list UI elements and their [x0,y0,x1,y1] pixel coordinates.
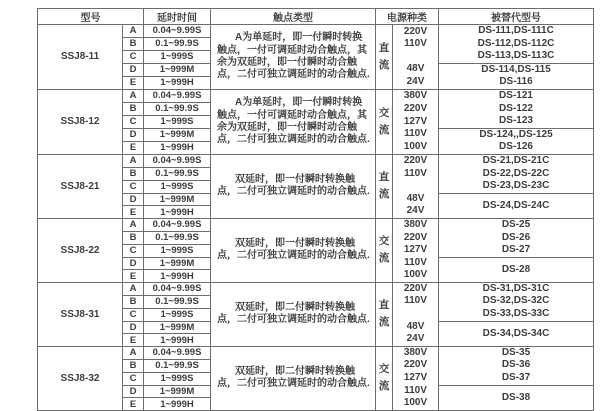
voltage-cell [393,25,439,90]
delay-time-cell: 1~999M [144,321,211,334]
replaced-model: DS-25 [501,218,531,230]
power-kind-char: 交 [378,363,390,376]
variant-letter-cell: D [123,128,144,141]
variant-letter-cell: C [123,180,144,193]
power-kind-char: 流 [378,252,390,265]
power-kind-char: 流 [378,380,390,393]
model-cell: SSJ8-32 [38,346,123,410]
replaced-model: DS-28 [501,263,531,275]
replaced-model: DS-24,DS-24C [482,199,550,211]
voltage-value: 24V [406,333,425,345]
voltage-value: 127V [403,372,428,384]
voltage-value: 220V [403,359,428,371]
delay-time-cell: 0.1~99.9S [144,231,211,244]
voltage-value [393,308,438,321]
contact-type-cell [211,346,376,410]
replaced-models-top-cell [439,218,594,257]
contact-type-text: 双延时，即二付瞬时转换触点，二付可独立调延时的动合触点. [217,365,370,390]
variant-letter-cell: E [123,141,144,154]
replaced-models-bottom-cell [439,257,594,282]
replaced-model: DS-27 [501,244,531,256]
variant-letter-cell: C [123,50,144,63]
replaced-model: DS-124,,DS-125 [479,128,553,140]
delay-time-cell: 0.1~99.9S [144,359,211,372]
variant-letter-cell: A [123,89,144,102]
voltage-value: 100V [403,269,428,281]
replaced-model: DS-33,DS-33C [482,308,550,320]
delay-time-cell: 0.1~99.9S [144,167,211,180]
voltage-value [393,180,438,193]
replaced-models-bottom-cell [439,321,594,346]
variant-letter-cell: D [123,193,144,206]
voltage-cell [393,154,439,218]
voltage-value: 380V [403,218,428,230]
contact-type-text: 双延时，即二付瞬时转换触点，二付可独立调延时的动合触点. [217,301,370,326]
delay-time-cell: 1~999H [144,270,211,283]
voltage-value: 127V [403,115,428,127]
voltage-value [393,51,438,64]
variant-letter-cell: D [123,321,144,334]
replaced-model: DS-126 [499,141,533,153]
power-kind-cell [376,25,393,90]
power-kind-char: 流 [378,123,390,136]
voltage-value: 220V [403,25,428,37]
delay-time-cell: 1~999M [144,257,211,270]
variant-letter-cell: E [123,270,144,283]
delay-time-cell: 1~999M [144,63,211,76]
voltage-value: 110V [404,128,427,140]
delay-time-cell: 1~999S [144,50,211,63]
delay-time-cell: 1~999H [144,206,211,219]
variant-letter-cell: E [123,334,144,347]
contact-type-cell [211,282,376,346]
table-row [38,25,594,38]
contact-type-text: 双延时，即一付瞬时转换触点，二付可独立调延时的动合触点. [217,174,370,198]
power-kind-char: 流 [378,58,390,71]
voltage-value: 24V [406,75,425,87]
voltage-value: 220V [403,282,428,294]
delay-time-cell: 1~999S [144,244,211,257]
delay-time-cell: 1~999S [144,115,211,128]
delay-time-cell: 1~999S [144,308,211,321]
voltage-value: 48V [406,320,425,332]
voltage-value: 220V [403,154,428,166]
contact-type-cell [211,25,376,90]
delay-time-cell: 1~999H [144,334,211,347]
header-row [38,9,594,25]
delay-time-cell: 1~999H [144,141,211,154]
delay-time-cell: 1~999H [144,76,211,89]
replaced-models-top-cell [439,89,594,128]
variant-letter-cell: A [123,154,144,167]
variant-letter-cell: B [123,102,144,115]
voltage-value: 380V [403,346,428,358]
voltage-value: 48V [406,63,425,75]
replaced-model: DS-113,DS-113C [477,50,555,62]
variant-letter-cell: C [123,308,144,321]
voltage-value: 24V [406,205,425,217]
variant-letter-cell: B [123,37,144,50]
variant-letter-cell: D [123,63,144,76]
voltage-cell [393,89,439,154]
replaced-model: DS-23,DS-23C [482,180,550,192]
replaced-model: DS-31,DS-31C [482,282,550,294]
header-power-kind: 电源种类 [376,9,439,25]
table-row [38,282,594,295]
replaced-model: DS-123 [499,115,533,127]
contact-type-text: 双延时，即一付瞬时转换触点，二付可独立调延时的动合触点. [217,237,370,262]
delay-time-cell: 1~999M [144,193,211,206]
delay-time-cell: 0.04~9.99S [144,154,211,167]
model-cell: SSJ8-22 [38,218,123,282]
power-kind-char: 直 [378,171,390,184]
replaced-model: DS-37 [501,372,531,384]
variant-letter-cell: B [123,231,144,244]
replaced-model: DS-35 [501,346,531,358]
spec-table [37,8,594,411]
replaced-model: DS-26 [501,231,531,243]
voltage-cell [393,282,439,346]
delay-time-cell: 1~999M [144,385,211,398]
variant-letter-cell: D [123,257,144,270]
power-kind-cell [376,346,393,410]
spec-table-body [38,25,594,411]
voltage-value: 100V [403,140,428,152]
power-kind-cell [376,282,393,346]
variant-letter-cell: D [123,385,144,398]
voltage-value: 110V [404,295,427,307]
variant-letter-cell: A [123,346,144,359]
model-cell: SSJ8-12 [38,89,123,154]
table-row [38,154,594,167]
power-kind-char: 流 [378,316,390,329]
variant-letter-cell: C [123,244,144,257]
header-model: 型号 [38,9,144,25]
delay-time-cell: 0.04~9.99S [144,282,211,295]
delay-time-cell: 1~999S [144,372,211,385]
voltage-value: 220V [403,103,428,115]
variant-letter-cell: E [123,398,144,411]
replaced-model: DS-32,DS-32C [482,295,550,307]
spec-table-container [37,8,594,411]
replaced-model: DS-111,DS-111C [478,25,554,36]
power-kind-cell [376,89,393,154]
replaced-models-top-cell [439,282,594,321]
voltage-value: 110V [404,256,427,268]
header-contact-type: 触点类型 [211,9,376,25]
power-kind-char: 交 [378,106,390,119]
replaced-models-bottom-cell [439,63,594,89]
power-kind-char: 交 [378,235,390,248]
power-kind-cell [376,218,393,282]
voltage-value: 110V [404,38,427,50]
power-kind-char: 流 [378,188,390,201]
power-kind-cell [376,154,393,218]
power-kind-char: 直 [378,299,390,312]
variant-letter-cell: B [123,359,144,372]
replaced-model: DS-114,DS-115 [481,63,551,75]
table-row [38,346,594,359]
replaced-model: DS-34,DS-34C [482,327,550,339]
table-row [38,218,594,231]
replaced-model: DS-38 [501,391,531,403]
replaced-model: DS-22,DS-22C [482,167,550,179]
voltage-value: 127V [403,244,428,256]
voltage-value: 380V [403,90,428,102]
contact-type-text: A为单延时，即一付瞬时转换触点，一付可调延时动合触点，其余为双延时，即一付瞬时动合触点，二付可独立调延时的动合触点. [217,32,370,81]
delay-time-cell: 1~999M [144,128,211,141]
replaced-models-top-cell [439,25,594,64]
variant-letter-cell: A [123,25,144,38]
model-cell: SSJ8-11 [38,25,123,90]
voltage-value: 100V [403,397,428,409]
contact-type-cell [211,89,376,154]
voltage-cell [393,346,439,410]
voltage-cell [393,218,439,282]
delay-time-cell: 0.1~99.9S [144,37,211,50]
voltage-value: 48V [406,192,425,204]
variant-letter-cell: B [123,295,144,308]
header-delay-time: 延时时间 [144,9,211,25]
delay-time-cell: 0.04~9.99S [144,346,211,359]
variant-letter-cell: E [123,206,144,219]
variant-letter-cell: B [123,167,144,180]
replaced-models-top-cell [439,154,594,193]
delay-time-cell: 0.04~9.99S [144,218,211,231]
delay-time-cell: 0.1~99.9S [144,102,211,115]
replaced-model: DS-122 [499,102,533,114]
variant-letter-cell: C [123,372,144,385]
delay-time-cell: 0.1~99.9S [144,295,211,308]
replaced-model: DS-116 [499,76,533,88]
replaced-model: DS-121 [499,89,533,101]
voltage-value: 220V [403,231,428,243]
power-kind-char: 直 [378,41,390,54]
replaced-models-bottom-cell [439,193,594,218]
variant-letter-cell: A [123,218,144,231]
header-replaced-model: 被替代型号 [439,9,594,25]
replaced-models-bottom-cell [439,385,594,410]
delay-time-cell: 0.04~9.99S [144,25,211,38]
contact-type-text: A为单延时，即一付瞬时转换触点，一付可调延时动合触点，其余为双延时，即一付瞬时动合触点，二付可独立调延时的动合触点. [217,97,370,146]
replaced-model: DS-112,DS-112C [477,37,555,49]
table-row [38,89,594,102]
delay-time-cell: 1~999S [144,180,211,193]
variant-letter-cell: A [123,282,144,295]
replaced-models-bottom-cell [439,128,594,154]
variant-letter-cell: C [123,115,144,128]
variant-letter-cell: E [123,76,144,89]
delay-time-cell: 0.04~9.99S [144,89,211,102]
delay-time-cell: 1~999H [144,398,211,411]
voltage-value: 110V [404,384,427,396]
voltage-value: 110V [404,167,427,179]
model-cell: SSJ8-31 [38,282,123,346]
contact-type-cell [211,154,376,218]
replaced-model: DS-36 [501,359,531,371]
replaced-models-top-cell [439,346,594,385]
model-cell: SSJ8-21 [38,154,123,218]
contact-type-cell [211,218,376,282]
replaced-model: DS-21,DS-21C [482,154,550,166]
